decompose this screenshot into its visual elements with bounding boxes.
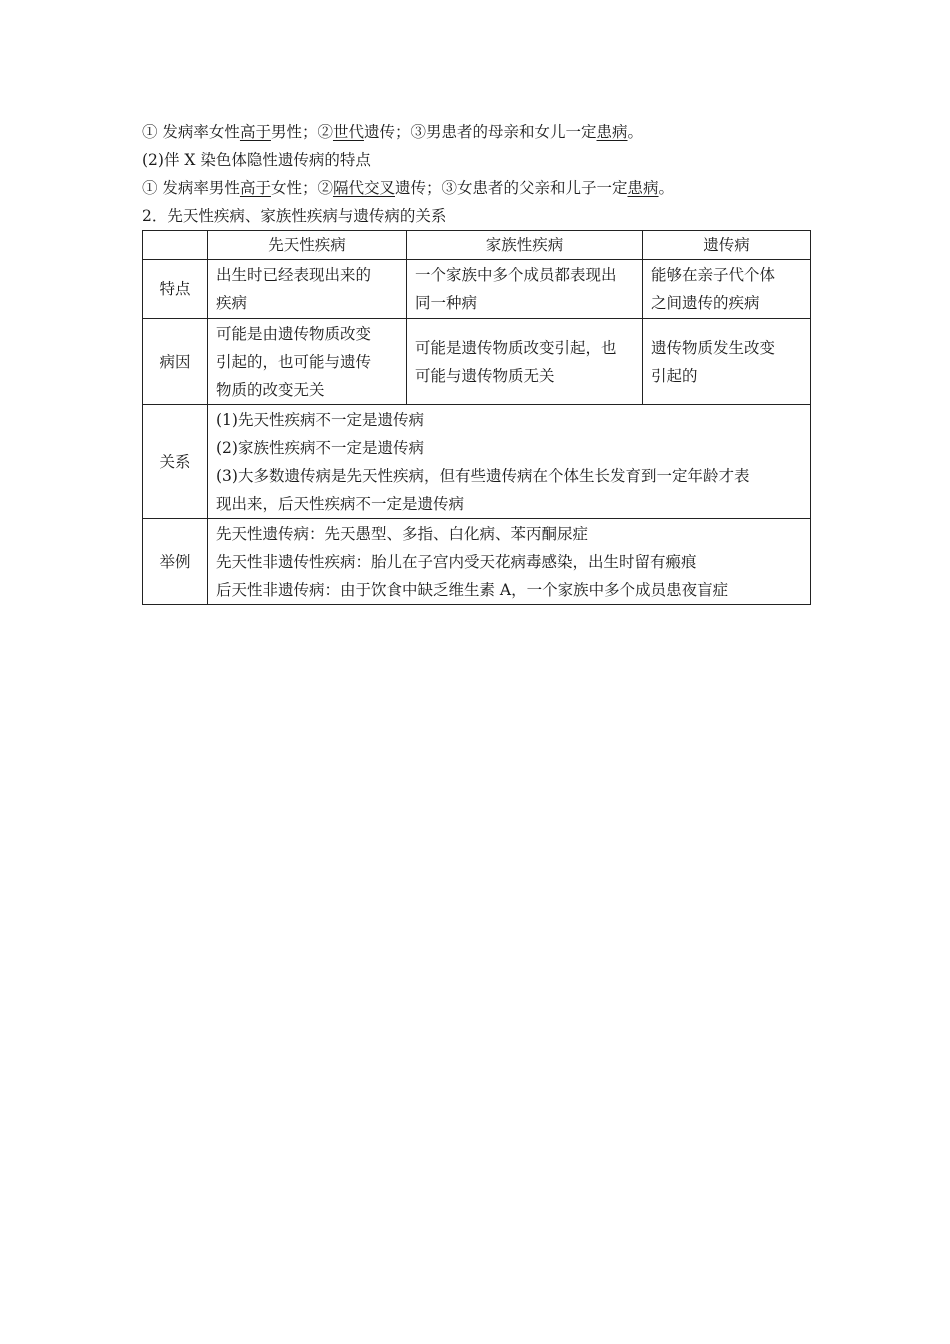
header-familial: 家族性疾病 — [407, 231, 643, 260]
table-row-cause — [143, 319, 811, 405]
row-label-features: 特点 — [143, 260, 208, 319]
cell-cause-congenital: 可能是由遗传物质改变 引起的，也可能与遗传 物质的改变无关 — [208, 319, 407, 405]
underlined-answer: 高于 — [239, 179, 271, 197]
cell-relation: (1)先天性疾病不一定是遗传病 (2)家族性疾病不一定是遗传病 (3)大多数遗传病是先天性疾病，但有些遗传病在个体生长发育到一定年龄才表 现出来，后天性疾病不一定是遗传病 — [208, 405, 811, 519]
row-label-relation: 关系 — [143, 405, 208, 519]
table-header-row — [143, 231, 811, 260]
x-recessive-heading: (2)伴 X 染色体隐性遗传病的特点 — [142, 151, 371, 169]
table-row-relation — [143, 405, 811, 519]
header-blank — [143, 231, 208, 260]
x-dominant-traits-line: ① 发病率女性高于男性；②世代遗传；③男患者的母亲和女儿一定患病。 — [142, 123, 644, 141]
underlined-answer: 高于 — [239, 123, 271, 141]
underlined-answer: 患病 — [627, 179, 659, 197]
disease-comparison-table — [142, 230, 811, 605]
underlined-answer: 患病 — [596, 123, 628, 141]
cell-cause-familial: 可能是遗传物质改变引起，也 可能与遗传物质无关 — [407, 319, 643, 405]
x-recessive-traits-line: ① 发病率男性高于女性；②隔代交叉遗传；③女患者的父亲和儿子一定患病。 — [142, 179, 675, 197]
header-congenital: 先天性疾病 — [208, 231, 407, 260]
underlined-answer: 世代 — [332, 123, 364, 141]
cell-features-familial: 一个家族中多个成员都表现出 同一种病 — [407, 260, 643, 319]
section-2-heading: 2．先天性疾病、家族性疾病与遗传病的关系 — [142, 207, 447, 225]
table-row-features — [143, 260, 811, 319]
cell-features-genetic: 能够在亲子代个体 之间遗传的疾病 — [643, 260, 811, 319]
row-label-examples: 举例 — [143, 519, 208, 605]
cell-examples: 先天性遗传病：先天愚型、多指、白化病、苯丙酮尿症 先天性非遗传性疾病：胎儿在子宫内受天花病毒感染，出生时留有瘢痕 后天性非遗传病：由于饮食中缺乏维生素 A，一个家族中多个成员患夜盲症 — [208, 519, 811, 605]
header-genetic: 遗传病 — [643, 231, 811, 260]
row-label-cause: 病因 — [143, 319, 208, 405]
table-row-examples — [143, 519, 811, 605]
cell-features-congenital: 出生时已经表现出来的 疾病 — [208, 260, 407, 319]
document-page — [142, 118, 810, 605]
underlined-answer: 隔代交叉 — [332, 179, 395, 197]
cell-cause-genetic: 遗传物质发生改变 引起的 — [643, 319, 811, 405]
